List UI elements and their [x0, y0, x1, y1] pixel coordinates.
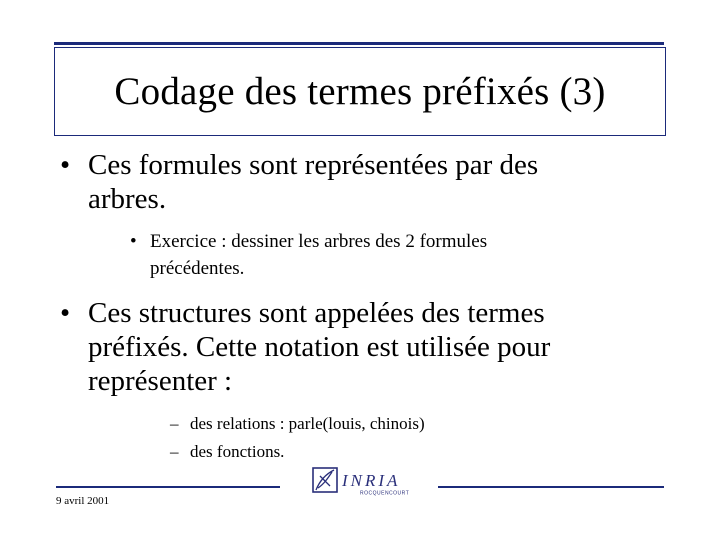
- top-rule: [54, 42, 664, 45]
- footer-rule-right: [438, 486, 664, 488]
- logo-mark-icon: [316, 470, 334, 490]
- dash-item: [170, 414, 425, 434]
- footer-rule-left: [56, 486, 280, 488]
- bullet-2-text: Ces structures sont appelées des termes préfixés. Cette notation est utilisée pour représenter :: [88, 297, 551, 397]
- dash-marker: –: [170, 414, 179, 433]
- bullet-1-text: Ces formules sont représentées par des arbres.: [88, 149, 539, 215]
- bullet-1: [60, 148, 620, 216]
- bullet-marker: •: [60, 297, 71, 329]
- dash-item-text: des fonctions.: [190, 442, 285, 461]
- logo-subtext: ROCQUENCOURT: [360, 490, 410, 496]
- footer-date: 9 avril 2001: [56, 495, 110, 507]
- title-box: [54, 47, 666, 136]
- bullet-2: [60, 296, 620, 398]
- dash-item: [170, 442, 284, 462]
- logo-text: INRIA: [342, 471, 401, 490]
- slide-title: Codage des termes préfixés (3): [114, 70, 606, 113]
- dash-item-text: des relations : parle(louis, chinois): [190, 414, 425, 433]
- bullet-marker: •: [60, 149, 71, 181]
- sub-bullet-1: [130, 228, 600, 282]
- inria-logo: [312, 466, 430, 496]
- bullet-marker: •: [130, 231, 137, 252]
- sub-bullet-1-text: Exercice : dessiner les arbres des 2 formules précédentes.: [150, 231, 488, 279]
- dash-marker: –: [170, 442, 179, 461]
